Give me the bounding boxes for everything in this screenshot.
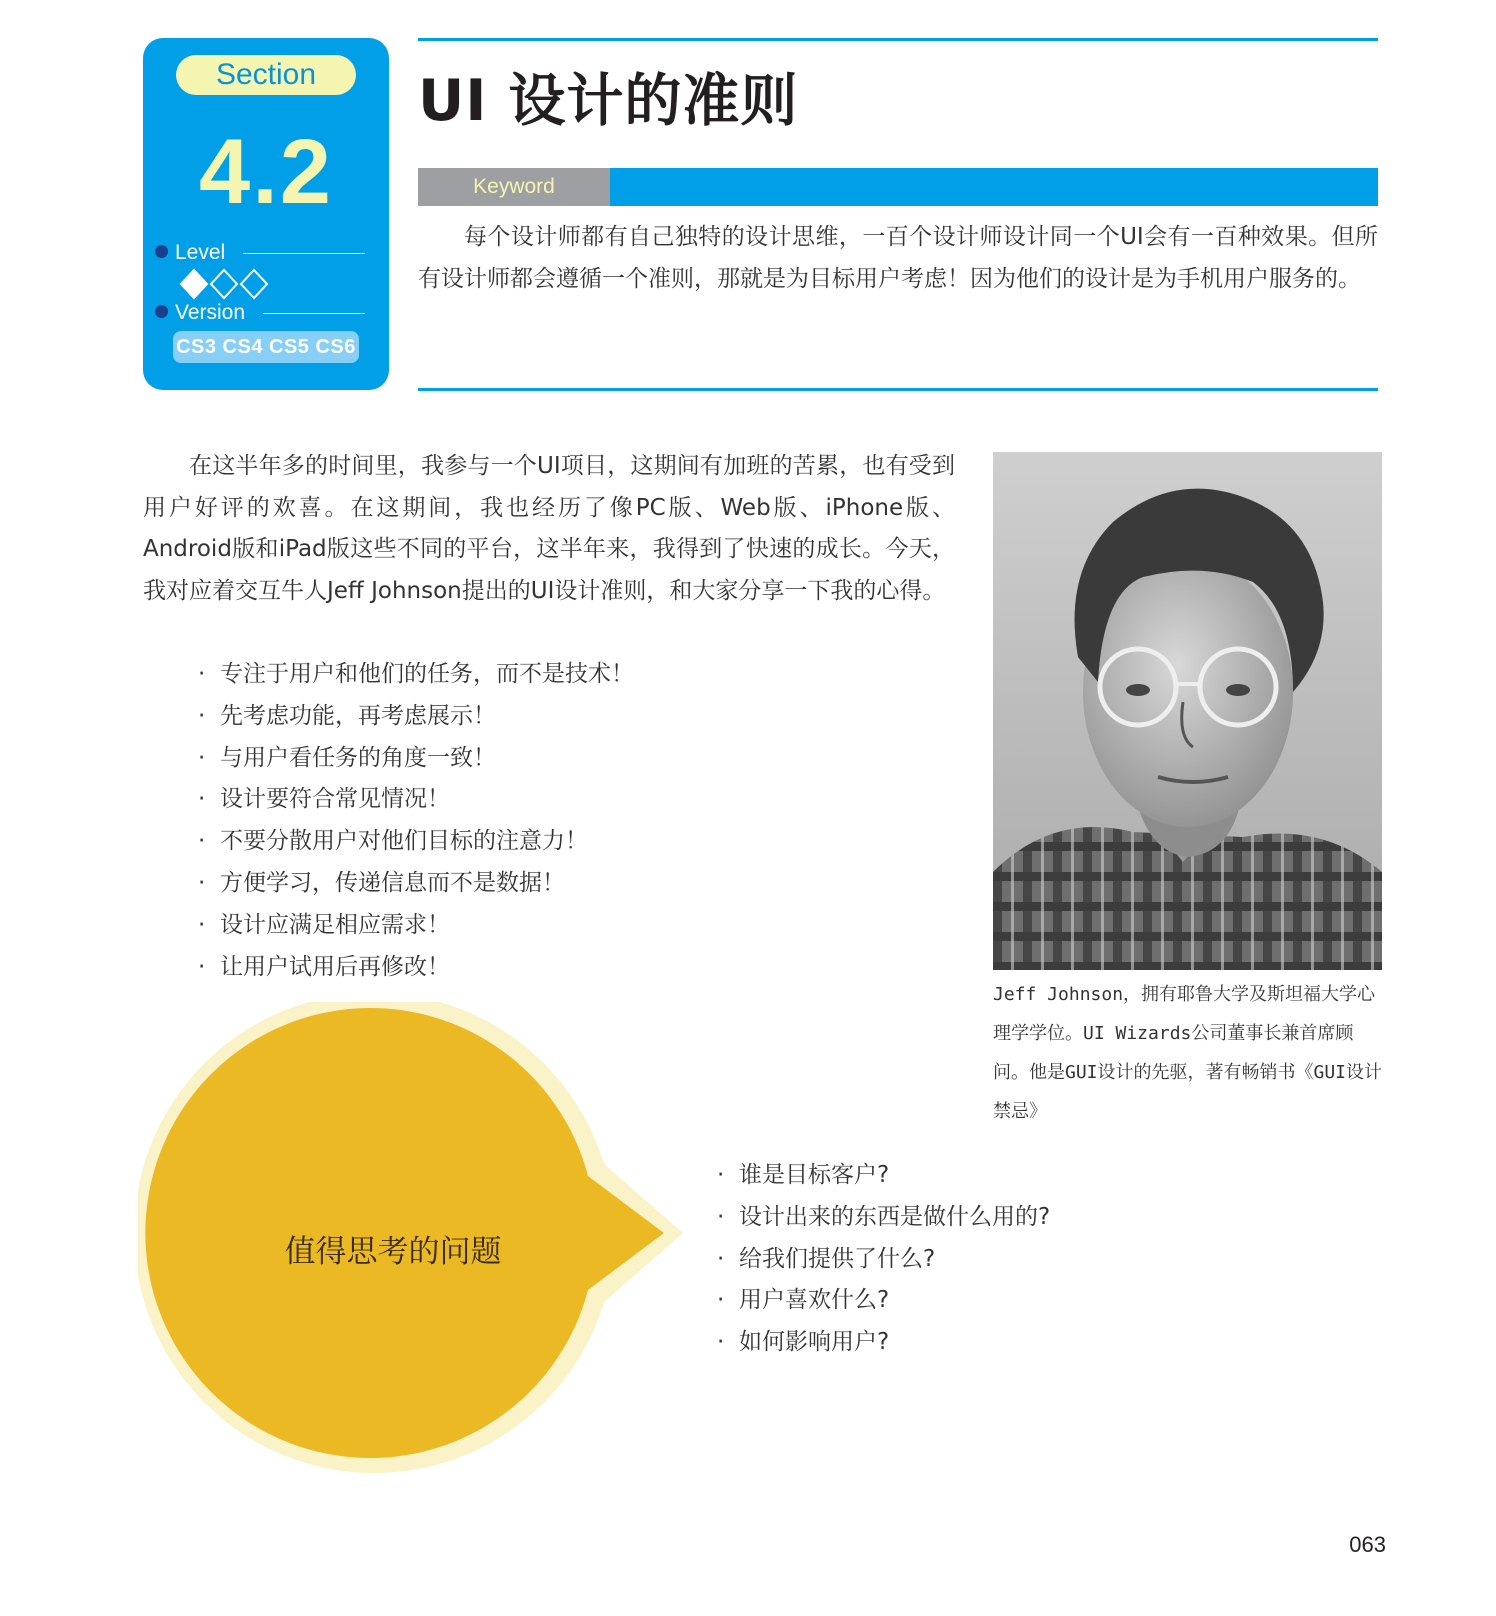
list-item: · 专注于用户和他们的任务，而不是技术！	[198, 654, 634, 696]
keyword-label: Keyword	[418, 168, 610, 206]
photo-caption: Jeff Johnson，拥有耶鲁大学及斯坦福大学心理学学位。UI Wizards公司董事长兼首席顾问。他是GUI设计的先驱，著有畅销书《GUI设计禁忌》	[993, 984, 1383, 1122]
list-item: · 设计要符合常见情况！	[198, 779, 634, 821]
section-label: Section	[176, 55, 356, 95]
version-list: CS3 CS4 CS5 CS6	[173, 331, 359, 363]
level-divider	[243, 253, 365, 254]
level-row	[155, 240, 365, 266]
section-badge	[143, 38, 389, 390]
principles-list	[198, 654, 634, 988]
bullet: ·	[717, 1203, 725, 1230]
level-diamond-1	[181, 270, 207, 298]
version-divider	[263, 313, 365, 314]
bullet: ·	[717, 1287, 725, 1314]
portrait-image	[993, 452, 1382, 970]
level-diamond-3	[241, 270, 267, 298]
bullet: ·	[198, 661, 206, 687]
version-label: Version	[175, 301, 246, 324]
bullet: ·	[717, 1329, 725, 1356]
list-item: · 如何影响用户?	[717, 1322, 1050, 1364]
intro-paragraph: 每个设计师都有自己独特的设计思维，一百个设计师设计同一个UI会有一百种效果。但所有设计师都会遵循一个准则，那就是为目标用户考虑！因为他们的设计是为手机用户服务的。	[418, 224, 1378, 292]
list-item: · 设计应满足相应需求！	[198, 905, 634, 947]
bullet: ·	[717, 1162, 725, 1188]
keyword-bar	[418, 168, 1378, 206]
page-title: UI 设计的准则	[418, 68, 799, 134]
body-paragraph: 在这半年多的时间里，我参与一个UI项目，这期间有加班的苦累，也有受到用户好评的欢喜。在这期间，我也经历了像PC版、Web版、iPhone版、Android版和iPad版这些不同的平台，这半年来，我得到了快速的成长。今天，我对应着交互牛人Jeff Johnson提出的UI设计准则，和大家分享一下我的心得。	[143, 453, 955, 604]
bullet-dot-icon	[155, 305, 168, 318]
level-rating-diamonds-icon	[179, 268, 269, 300]
section-number: 4.2	[199, 121, 333, 223]
bullet: ·	[198, 953, 206, 980]
list-item: · 方便学习，传递信息而不是数据！	[198, 863, 634, 905]
list-item: · 用户喜欢什么?	[717, 1280, 1050, 1322]
bullet: ·	[198, 786, 206, 813]
bullet-dot-icon	[155, 245, 168, 258]
page-number: 063	[1349, 1532, 1386, 1557]
bullet: ·	[198, 869, 206, 896]
bubble-label: 值得思考的问题	[284, 1234, 502, 1270]
list-item: · 先考虑功能，再考虑展示！	[198, 696, 634, 738]
header-bottom-rule	[418, 388, 1378, 391]
bullet: ·	[198, 744, 206, 771]
list-item: · 不要分散用户对他们目标的注意力！	[198, 821, 634, 863]
top-rule	[418, 38, 1378, 41]
list-item: · 让用户试用后再修改！	[198, 947, 634, 989]
bullet: ·	[198, 911, 206, 938]
bullet: ·	[198, 828, 206, 855]
level-label: Level	[175, 241, 226, 264]
questions-list	[717, 1155, 1050, 1364]
version-row	[155, 300, 365, 326]
list-item: · 与用户看任务的角度一致！	[198, 738, 634, 780]
bullet: ·	[717, 1245, 725, 1272]
portrait-photo	[993, 452, 1382, 970]
list-item: · 设计出来的东西是做什么用的?	[717, 1197, 1050, 1239]
level-diamond-2	[211, 270, 237, 298]
list-item: · 给我们提供了什么?	[717, 1239, 1050, 1281]
list-item: · 谁是目标客户?	[717, 1155, 1050, 1197]
bullet: ·	[198, 702, 206, 729]
